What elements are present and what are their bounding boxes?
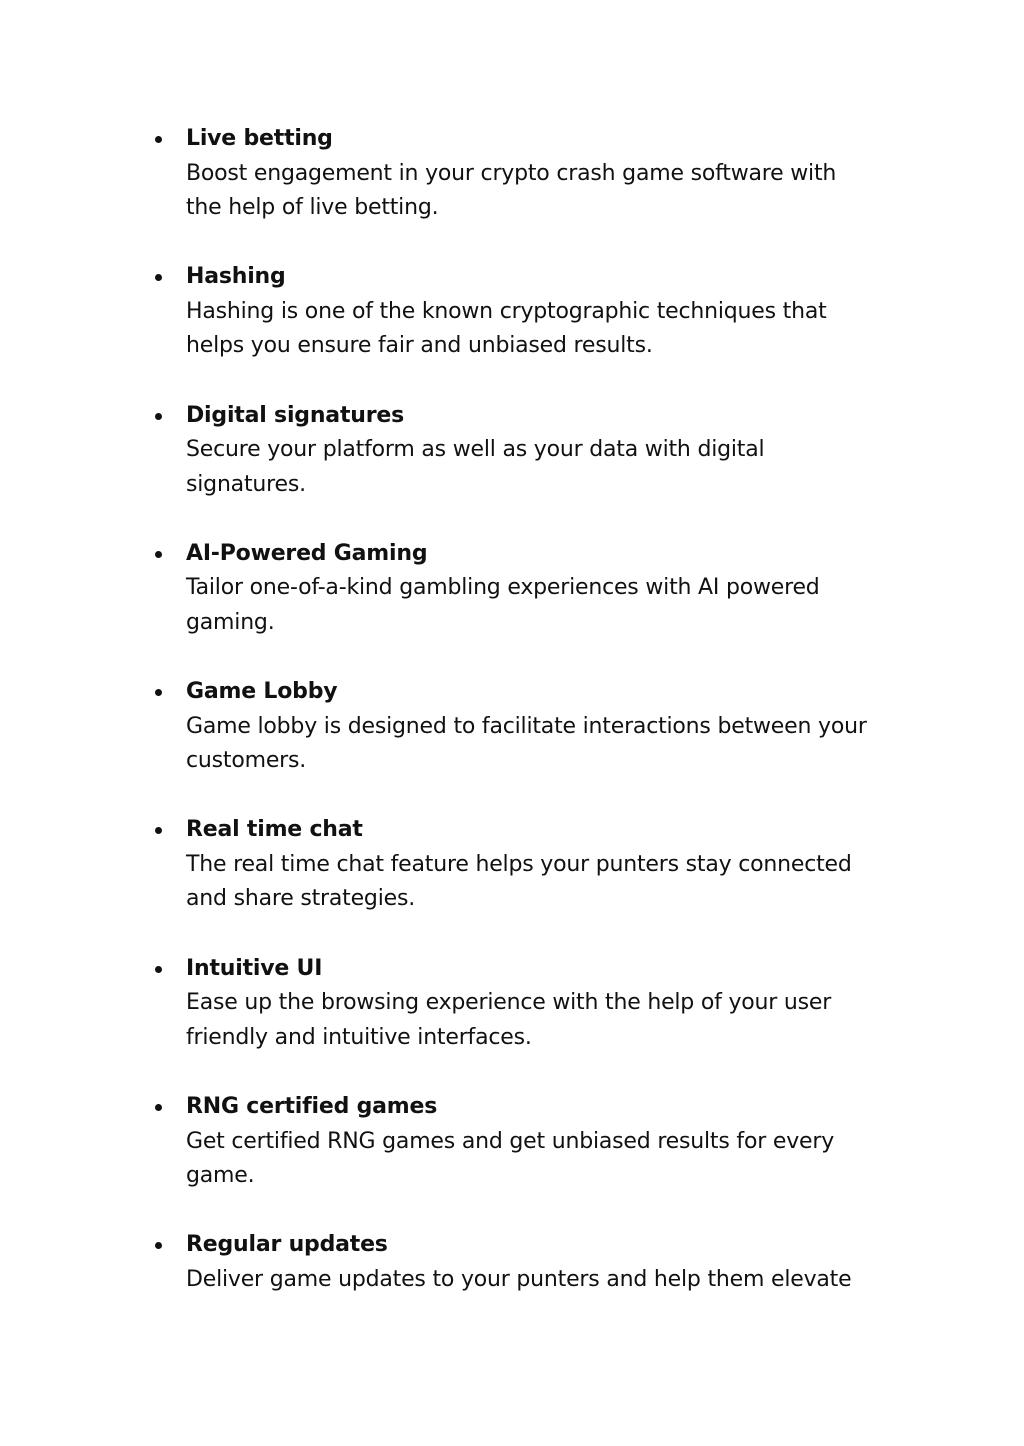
feature-description-line: Deliver game updates to your punters and help them elevate	[186, 1266, 852, 1292]
feature-title: Real time chat	[186, 817, 363, 843]
feature-description-line: friendly and intuitive interfaces.	[186, 1024, 532, 1050]
feature-description-line: Get certified RNG games and get unbiased results for every	[186, 1128, 835, 1154]
feature-title: AI-Powered Gaming	[186, 540, 428, 566]
bullet-icon	[155, 551, 162, 558]
feature-description-line: Secure your platform as well as your data with digital	[186, 437, 765, 463]
bullet-icon	[155, 274, 162, 281]
feature-description-line: Tailor one-of-a-kind gambling experiences with AI powered	[186, 575, 820, 601]
list-item	[186, 260, 906, 398]
list-item	[186, 537, 906, 675]
list-item	[186, 952, 906, 1090]
list-item	[186, 1228, 906, 1366]
bullet-icon	[155, 827, 162, 834]
feature-description-line: and share strategies.	[186, 886, 416, 912]
list-item	[186, 675, 906, 813]
bullet-icon	[155, 1242, 162, 1249]
bullet-icon	[155, 413, 162, 420]
feature-description-line: Game lobby is designed to facilitate interactions between your	[186, 713, 867, 739]
feature-title: Game Lobby	[186, 679, 338, 705]
bullet-icon	[155, 966, 162, 973]
feature-description-line: customers.	[186, 748, 307, 774]
feature-description-line: Ease up the browsing experience with the help of your user	[186, 990, 832, 1016]
feature-list	[186, 122, 906, 1367]
bullet-icon	[155, 136, 162, 143]
feature-description-line: gaming.	[186, 609, 275, 635]
feature-title: Hashing	[186, 264, 286, 290]
feature-title: Live betting	[186, 126, 333, 151]
bullet-icon	[155, 1104, 162, 1111]
list-item	[186, 813, 906, 951]
list-item	[186, 399, 906, 537]
feature-description-line: Boost engagement in your crypto crash game software with	[186, 160, 837, 186]
feature-description-line: the help of live betting.	[186, 195, 439, 220]
feature-title: Digital signatures	[186, 402, 404, 428]
feature-description-line: The real time chat feature helps your punters stay connected	[186, 851, 852, 877]
bullet-icon	[155, 689, 162, 696]
feature-title: RNG certified games	[186, 1094, 438, 1120]
feature-description-line: signatures.	[186, 471, 306, 497]
feature-description-line: game.	[186, 1163, 255, 1189]
list-item	[186, 1090, 906, 1228]
feature-description-line: helps you ensure fair and unbiased results.	[186, 333, 653, 359]
feature-title: Regular updates	[186, 1232, 388, 1258]
feature-description-line: Hashing is one of the known cryptographic techniques that	[186, 298, 827, 324]
feature-title: Intuitive UI	[186, 955, 323, 981]
list-item	[186, 122, 906, 260]
